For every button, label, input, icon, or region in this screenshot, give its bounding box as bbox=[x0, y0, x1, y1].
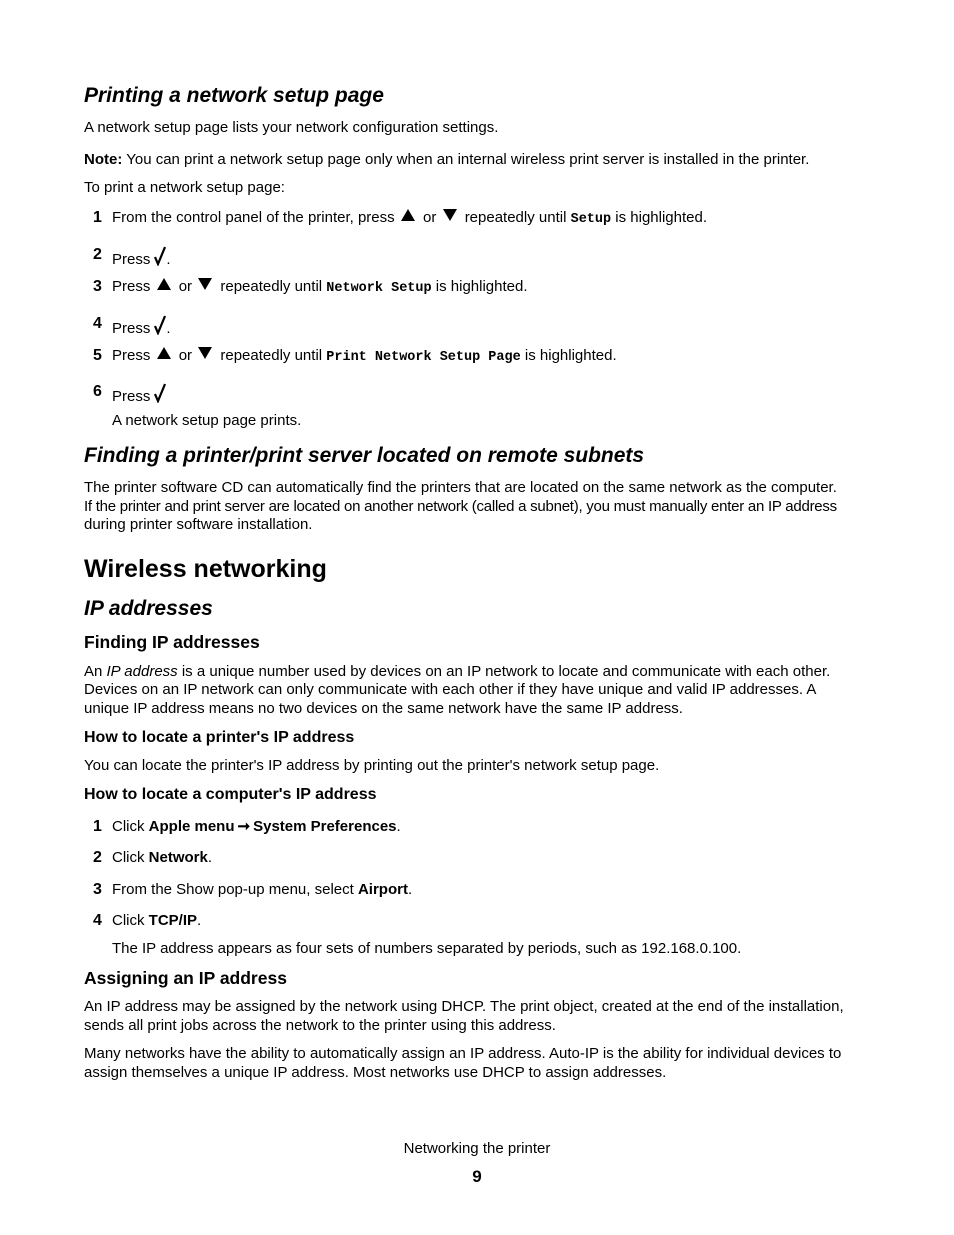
list-item bbox=[93, 246, 171, 268]
checkmark-icon bbox=[154, 315, 166, 335]
step-text-pre: Press bbox=[112, 278, 151, 295]
menu-path-item: Apple menu bbox=[148, 818, 235, 835]
paragraph-line: Devices on an IP network can only communicate with each other if they have unique and valid IP addresses. A bbox=[84, 681, 817, 698]
text: . bbox=[396, 818, 401, 835]
display-code: Setup bbox=[570, 212, 612, 227]
step-number: 2 bbox=[93, 849, 102, 866]
term: IP address bbox=[106, 663, 178, 680]
up-arrow-icon bbox=[157, 347, 171, 359]
step-text bbox=[112, 881, 412, 900]
checkmark-icon bbox=[154, 383, 166, 403]
list-item bbox=[93, 383, 151, 405]
step-text bbox=[112, 347, 617, 368]
list-item bbox=[93, 209, 708, 228]
footer-section-name: Networking the printer bbox=[403, 1140, 551, 1157]
step-text bbox=[112, 912, 201, 931]
step-number: 3 bbox=[93, 881, 102, 898]
step-text bbox=[112, 278, 528, 299]
paragraph: To print a network setup page: bbox=[84, 179, 285, 196]
list-item bbox=[93, 881, 413, 900]
text: . bbox=[407, 881, 413, 898]
step-text bbox=[112, 209, 707, 230]
paragraph: A network setup page lists your network configuration settings. bbox=[84, 119, 499, 136]
paragraph-line: The printer software CD can automatically find the printers that are located on the same network as the computer. bbox=[84, 479, 837, 496]
paragraph-line: An IP address may be assigned by the network using DHCP. The print object, created at the end of the installation, bbox=[84, 998, 844, 1015]
right-arrow-icon: ➞ bbox=[237, 818, 251, 835]
step-text-pre: Press bbox=[112, 388, 151, 405]
paragraph: You can locate the printer's IP address by printing out the printer's network setup page. bbox=[84, 757, 660, 774]
step-text-post: is highlighted. bbox=[615, 209, 708, 226]
subsection-heading: How to locate a printer's IP address bbox=[84, 729, 355, 746]
step-result: A network setup page prints. bbox=[112, 412, 302, 429]
menu-path-item: System Preferences bbox=[253, 818, 397, 835]
text: Click bbox=[112, 912, 149, 929]
paragraph-line: unique IP address means no two devices on the same network have the same IP address. bbox=[84, 700, 683, 717]
menu-path-item: Airport bbox=[357, 881, 408, 898]
section-heading: Printing a network setup page bbox=[84, 84, 384, 107]
paragraph-line: Many networks have the ability to automatically assign an IP address. Auto-IP is the ability for individual devices to bbox=[84, 1045, 842, 1062]
section-heading: IP addresses bbox=[84, 597, 213, 620]
step-number: 4 bbox=[93, 315, 102, 332]
step-number: 6 bbox=[93, 383, 102, 400]
up-arrow-icon bbox=[157, 278, 171, 290]
list-item bbox=[93, 347, 617, 366]
text: . bbox=[207, 849, 213, 866]
step-number: 1 bbox=[93, 209, 102, 226]
step-text-post: is highlighted. bbox=[435, 278, 528, 295]
list-item bbox=[93, 315, 171, 337]
paragraph-line bbox=[84, 663, 830, 682]
step-number: 2 bbox=[93, 246, 102, 263]
step-text-pre: Press bbox=[112, 347, 151, 364]
paragraph-line: If the printer and print server are located on another network (called a subnet), you must manually enter an IP address bbox=[84, 498, 837, 515]
subsection-heading: Finding IP addresses bbox=[84, 632, 260, 652]
menu-path-item: TCP/IP bbox=[148, 912, 198, 929]
paragraph-line: assign themselves a unique IP address. Most networks use DHCP to assign addresses. bbox=[84, 1064, 667, 1081]
step-text-post: . bbox=[166, 320, 171, 337]
step-result: The IP address appears as four sets of numbers separated by periods, such as 192.168.0.100. bbox=[112, 940, 742, 957]
list-item bbox=[93, 849, 213, 868]
step-text-pre: From the control panel of the printer, press bbox=[112, 209, 395, 226]
step-text-or: or bbox=[178, 347, 193, 364]
step-text-or: or bbox=[178, 278, 193, 295]
checkmark-icon bbox=[154, 246, 166, 266]
up-arrow-icon bbox=[401, 209, 415, 221]
display-code: Network Setup bbox=[326, 281, 432, 296]
section-heading: Finding a printer/print server located on remote subnets bbox=[84, 444, 645, 467]
text: Click bbox=[112, 818, 149, 835]
list-item bbox=[93, 912, 202, 931]
step-text-mid: repeatedly until bbox=[220, 278, 323, 295]
step-number: 3 bbox=[93, 278, 102, 295]
step-number: 5 bbox=[93, 347, 102, 364]
step-text-post: is highlighted. bbox=[524, 347, 617, 364]
step-text-pre: Press bbox=[112, 320, 151, 337]
page-number: 9 bbox=[472, 1167, 482, 1186]
step-text-pre: Press bbox=[112, 251, 151, 268]
menu-path-item: Network bbox=[148, 849, 208, 866]
step-text bbox=[112, 315, 171, 339]
step-number: 1 bbox=[93, 818, 102, 835]
step-text bbox=[112, 246, 171, 270]
step-text-mid: repeatedly until bbox=[464, 209, 567, 226]
note-label: Note: bbox=[84, 151, 123, 168]
text: . bbox=[197, 912, 202, 929]
paragraph-line: during printer software installation. bbox=[84, 516, 313, 533]
text: From the Show pop-up menu, select bbox=[112, 881, 358, 898]
paragraph-line: sends all print jobs across the network to the printer using this address. bbox=[84, 1017, 556, 1034]
down-arrow-icon bbox=[443, 209, 457, 221]
display-code: Print Network Setup Page bbox=[326, 350, 521, 365]
subsection-heading: How to locate a computer's IP address bbox=[84, 786, 377, 803]
text: An bbox=[84, 663, 107, 680]
list-item bbox=[93, 278, 528, 297]
step-text-or: or bbox=[423, 209, 437, 226]
note-text: You can print a network setup page only when an internal wireless print server is installed in the printer. bbox=[122, 151, 810, 168]
step-text-mid: repeatedly until bbox=[220, 347, 323, 364]
note bbox=[84, 151, 809, 170]
subsection-heading: Assigning an IP address bbox=[84, 968, 287, 988]
text: Click bbox=[112, 849, 149, 866]
step-text-post: . bbox=[166, 251, 171, 268]
step-number: 4 bbox=[93, 912, 102, 929]
step-text bbox=[112, 383, 166, 407]
text: is a unique number used by devices on an IP network to locate and communicate with each other. bbox=[177, 663, 831, 680]
step-text bbox=[112, 818, 401, 837]
chapter-title: Wireless networking bbox=[84, 555, 327, 583]
step-text bbox=[112, 849, 212, 868]
down-arrow-icon bbox=[198, 347, 212, 359]
list-item bbox=[93, 818, 401, 837]
down-arrow-icon bbox=[198, 278, 212, 290]
